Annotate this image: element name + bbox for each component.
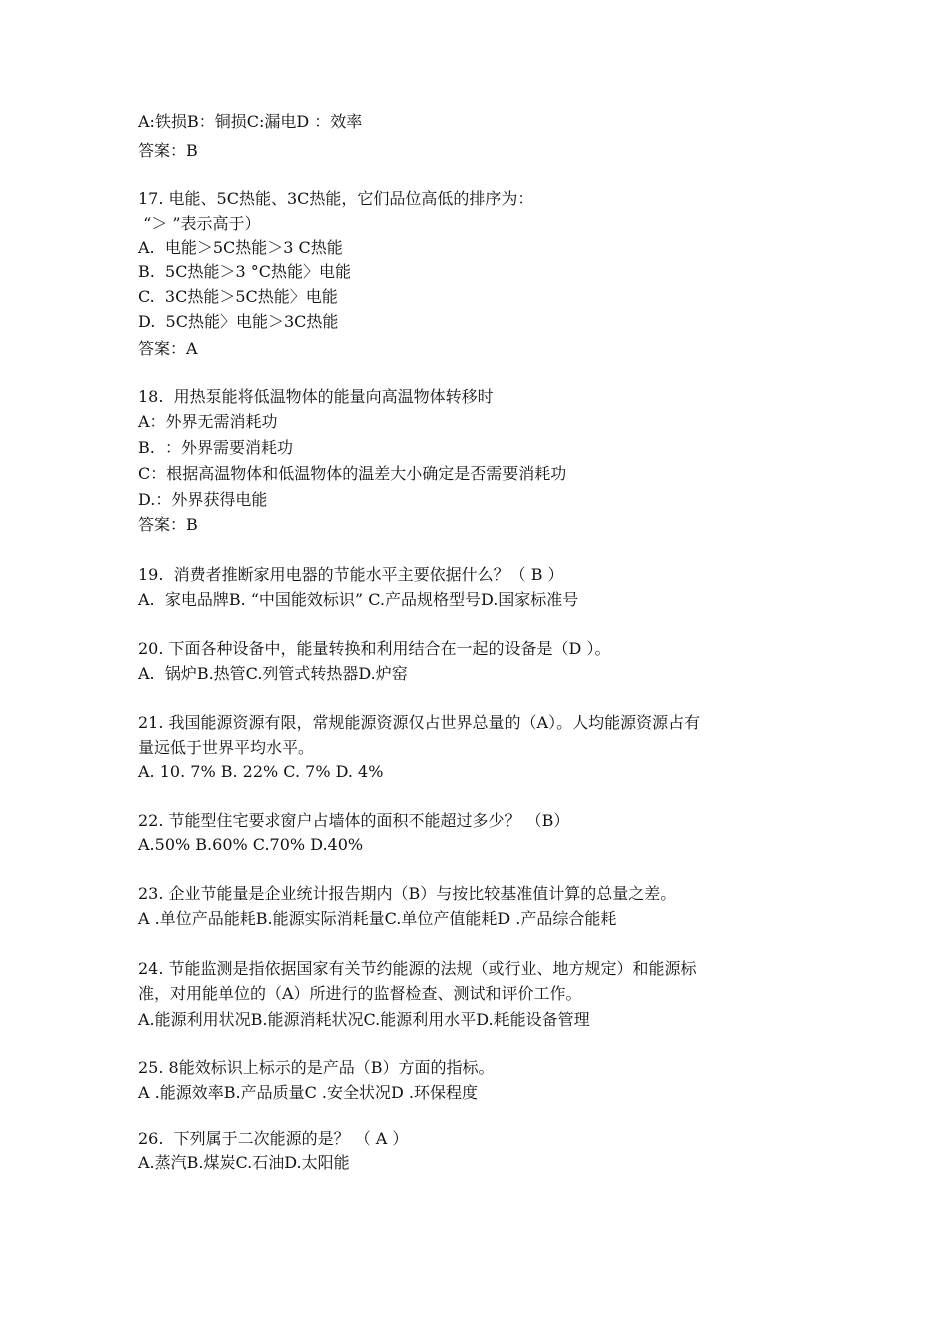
question-18: 18. 用热泵能将低温物体的能量向高温物体转移时 <box>138 387 494 406</box>
option-line: A.蒸汽B.煤炭C.石油D.太阳能 <box>138 1153 350 1172</box>
question-24-cont: 准，对用能单位的（A）所进行的监督检查、测试和评价工作。 <box>138 984 582 1003</box>
question-23: 23. 企业节能量是企业统计报告期内（B）与按比较基准值计算的总量之差。 <box>138 884 677 903</box>
question-22: 22. 节能型住宅要求窗户占墙体的面积不能超过多少？ （B） <box>138 811 570 830</box>
answer-line: 答案：B <box>138 515 198 534</box>
question-26: 26. 下列属于二次能源的是？ （ A ） <box>138 1129 409 1148</box>
option-line: A. 锅炉B.热管C.列管式转热器D.炉窑 <box>138 664 408 683</box>
answer-line: 答案：B <box>138 141 198 160</box>
option-line: A. 家电品牌B. “中国能效标识” C.产品规格型号D.国家标准号 <box>138 590 579 609</box>
option-line: A .能源效率B.产品质量C .安全状况D .环保程度 <box>138 1083 478 1102</box>
option-line: A. 电能＞5C热能＞3 C热能 <box>138 238 343 257</box>
option-line: A. 10. 7% B. 22% C. 7% D. 4% <box>138 762 384 781</box>
option-line: D. 5C热能〉电能＞3C热能 <box>138 312 339 331</box>
option-line: D.：外界获得电能 <box>138 490 268 509</box>
question-25: 25. 8能效标识上标示的是产品（B）方面的指标。 <box>138 1058 495 1077</box>
option-line: A：外界无需消耗功 <box>138 412 278 431</box>
option-line: A.能源利用状况B.能源消耗状况C.能源利用水平D.耗能设备管理 <box>138 1010 590 1029</box>
text-line: A:铁损B：铜损C:漏电D ：效率 <box>138 112 363 131</box>
question-17-note: “＞ ”表示高于） <box>138 214 261 233</box>
question-21: 21. 我国能源资源有限，常规能源资源仅占世界总量的（A）。人均能源资源占有 <box>138 713 701 732</box>
option-line: A .单位产品能耗B.能源实际消耗量C.单位产值能耗D .产品综合能耗 <box>138 909 617 928</box>
option-line: A.50% B.60% C.70% D.40% <box>138 835 364 854</box>
option-line: C. 3C热能＞5C热能〉电能 <box>138 287 338 306</box>
question-17: 17. 电能、5C热能、3C热能，它们品位高低的排序为： <box>138 189 534 208</box>
question-21-cont: 量远低于世界平均水平。 <box>138 738 315 757</box>
answer-line: 答案：A <box>138 339 198 358</box>
question-19: 19. 消费者推断家用电器的节能水平主要依据什么？（ B ） <box>138 565 564 584</box>
question-24: 24. 节能监测是指依据国家有关节约能源的法规（或行业、地方规定）和能源标 <box>138 959 697 978</box>
question-20: 20. 下面各种设备中，能量转换和利用结合在一起的设备是（D ）。 <box>138 639 611 658</box>
option-line: B. ：外界需要消耗功 <box>138 438 294 457</box>
option-line: B. 5C热能＞3 °C热能〉电能 <box>138 262 351 281</box>
option-line: C：根据高温物体和低温物体的温差大小确定是否需要消耗功 <box>138 464 567 483</box>
